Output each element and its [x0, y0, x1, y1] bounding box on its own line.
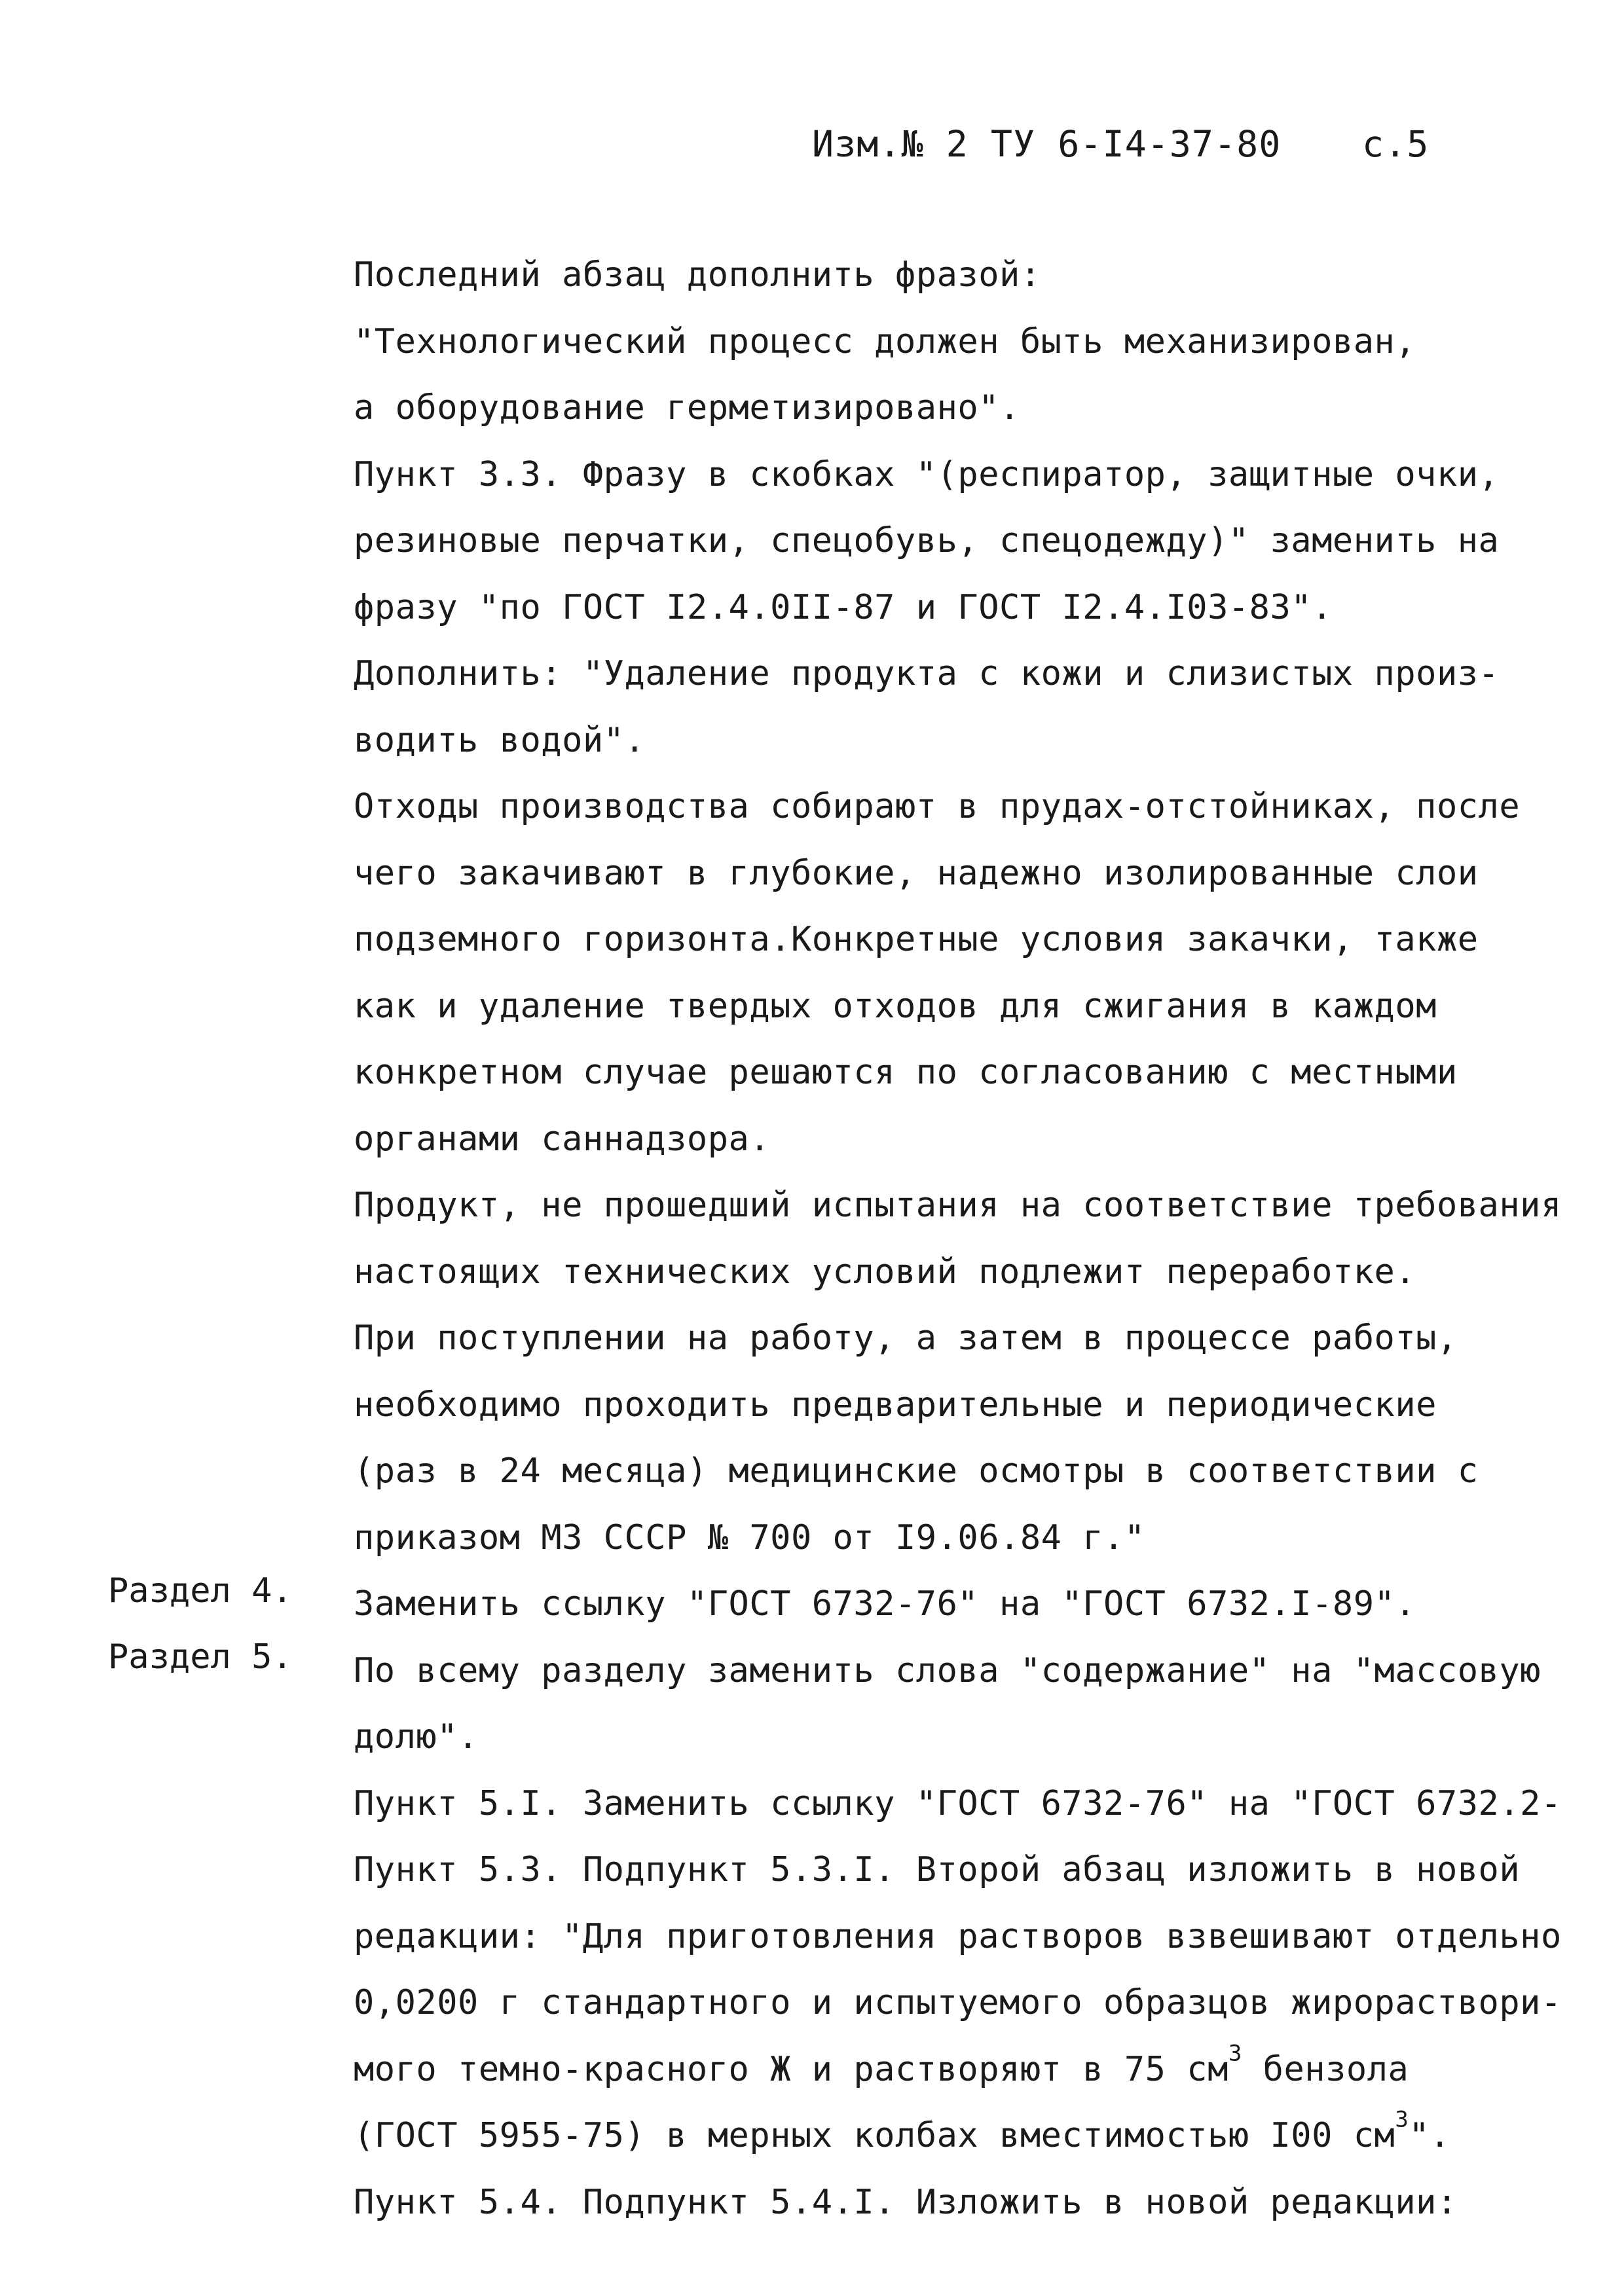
text-segment: мого темно-красного Ж и растворяют в 75 см [354, 2049, 1228, 2089]
page-number: с.5 [1362, 123, 1430, 165]
text-line: водить водой". [354, 720, 646, 760]
text-segment: ". [1409, 2116, 1450, 2155]
text-line: (раз в 24 месяца) медицинские осмотры в соответствии с [354, 1451, 1479, 1491]
text-line: Последний абзац дополнить фразой: [354, 255, 1041, 295]
text-line: конкретном случае решаются по согласованию с местными [354, 1053, 1458, 1092]
text-line: Заменить ссылку "ГОСТ 6732-76" на "ГОСТ 6732.I-89". [354, 1584, 1416, 1624]
text-line: Пункт 5.3. Подпункт 5.3.I. Второй абзац изложить в новой [354, 1850, 1521, 1889]
text-line: необходимо проходить предварительные и периодические [354, 1385, 1437, 1425]
text-line: Продукт, не прошедший испытания на соответствие требования [354, 1186, 1562, 1225]
text-line: как и удаление твердых отходов для сжигания в каждом [354, 986, 1437, 1026]
text-line [354, 2037, 1519, 2104]
text-line: приказом МЗ СССР № 700 от I9.06.84 г." [354, 1518, 1145, 1558]
text-line: Дополнить: "Удаление продукта с кожи и слизистых произ- [354, 654, 1500, 693]
document-reference: Изм.№ 2 ТУ 6-I4-37-80 [812, 123, 1282, 165]
document-body [354, 242, 1562, 2236]
text-line: "Технологический процесс должен быть механизирован, [354, 321, 1416, 361]
text-line: Пункт 5.I. Заменить ссылку "ГОСТ 6732-76" на "ГОСТ 6732.2- [354, 1783, 1562, 1823]
text-segment: (ГОСТ 5955-75) в мерных колбах вместимостью I00 см [354, 2116, 1395, 2155]
superscript-cube: 3 [1395, 2106, 1409, 2133]
text-line: При поступлении на работу, а затем в процессе работы, [354, 1319, 1458, 1358]
text-line: Отходы производства собирают в прудах-отстойниках, после [354, 787, 1521, 826]
text-line: редакции: "Для приготовления растворов взвешивают отдельно [354, 1916, 1562, 1956]
text-line: долю". [354, 1717, 479, 1757]
text-line [354, 2103, 1519, 2170]
margin-label-section-4: Раздел 4. [108, 1571, 293, 1611]
text-line: Пункт 5.4. Подпункт 5.4.I. Изложить в новой редакции: [354, 2182, 1458, 2222]
page-header [812, 123, 1430, 165]
text-line: фразу "по ГОСТ I2.4.0II-87 и ГОСТ I2.4.I03-83". [354, 587, 1333, 627]
text-line: чего закачивают в глубокие, надежно изолированные слои [354, 853, 1479, 893]
margin-label-section-5: Раздел 5. [108, 1637, 293, 1677]
text-line: а оборудование герметизировано". [354, 388, 1020, 428]
text-segment: бензола [1242, 2049, 1409, 2089]
text-line: Пункт 3.3. Фразу в скобках "(респиратор, защитные очки, [354, 454, 1500, 494]
superscript-cube: 3 [1228, 2039, 1242, 2066]
text-line: резиновые перчатки, спецобувь, спецодежду)" заменить на [354, 521, 1500, 560]
text-line: подземного горизонта.Конкретные условия закачки, также [354, 920, 1479, 959]
text-line: 0,0200 г стандартного и испытуемого образцов жирораствори- [354, 1983, 1562, 2022]
text-line: органами саннадзора. [354, 1119, 771, 1159]
text-line: По всему разделу заменить слова "содержание" на "массовую [354, 1650, 1541, 1690]
text-line: настоящих технических условий подлежит переработке. [354, 1252, 1416, 1292]
